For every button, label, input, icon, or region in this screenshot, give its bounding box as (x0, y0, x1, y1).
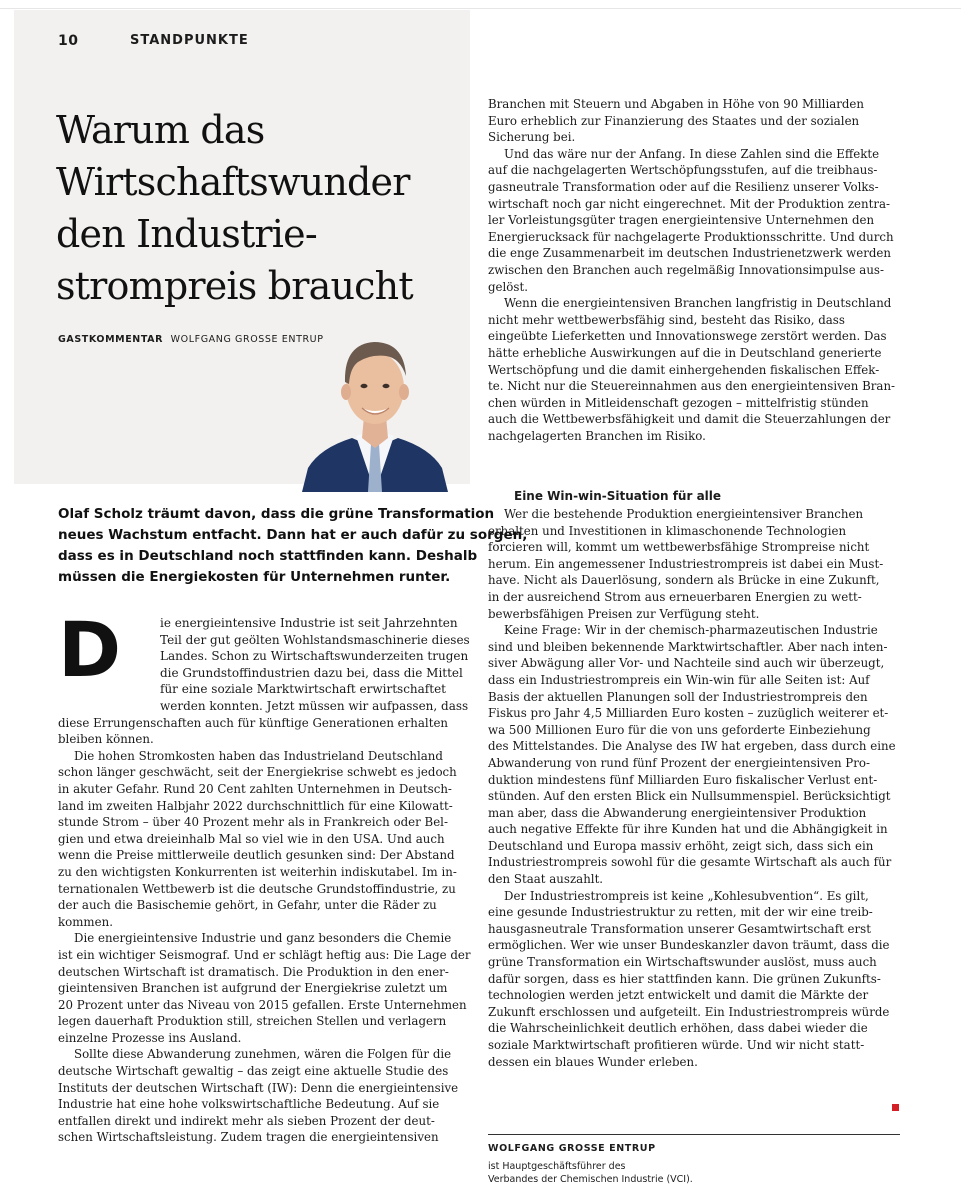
author-portrait-image (300, 320, 450, 492)
body-line: die Grundstoffindustrien dazu bei, dass die Mittel (160, 665, 463, 680)
byline-kicker: GASTKOMMENTAR (58, 334, 164, 345)
body-line: Energierucksack für nachgelagerte Produktionsschritte. Und durch (488, 229, 894, 244)
body-line: die Wahrscheinlichkeit deutlich erhöhen, dass dabei wieder die (488, 1021, 868, 1036)
body-line: wenn die Preise mittlerweile deutlich gesunken sind: Der Abstand (58, 848, 455, 863)
lede (58, 504, 528, 588)
body-line: land im zweiten Halbjahr 2022 durchschnittlich für eine Kilowatt- (58, 798, 453, 813)
body-line: deutschen Wirtschaft ist dramatisch. Die Produktion in den ener- (58, 964, 449, 979)
body-line: chen würden in Mitleidenschaft gezogen – mittelfristig stünden (488, 395, 869, 410)
headline (56, 104, 456, 312)
body-line: herum. Ein angemessener Industriestrompreis ist dabei ein Must- (488, 556, 884, 571)
body-line: einzelne Prozesse ins Ausland. (58, 1030, 242, 1045)
body-line: auch negative Effekte für ihre Kunden hat und die Abhängigkeit in (488, 822, 888, 837)
body-line: entfallen direkt und indirekt mehr als sieben Prozent der deut- (58, 1113, 435, 1128)
right-column-bottom (488, 506, 900, 1070)
body-line: deutsche Wirtschaft gewaltig – das zeigt eine aktuelle Studie des (58, 1064, 449, 1079)
body-line: Branchen mit Steuern und Abgaben in Höhe von 90 Milliarden (488, 97, 865, 111)
body-line: die enge Zusammenarbeit im deutschen Industrienetzwerk werden (488, 246, 891, 261)
body-line: ternationalen Wettbewerb ist die deutsche Grundstoffindustrie, zu (58, 881, 456, 896)
body-line: zu den wichtigsten Konkurrenten ist weiterhin indiskutabel. Im in- (58, 864, 457, 879)
body-line: schen Wirtschaftsleistung. Zudem tragen die energieintensiven (58, 1130, 439, 1145)
body-line: have. Nicht als Dauerlösung, sondern als Brücke in eine Zukunft, (488, 573, 880, 588)
body-line: Keine Frage: Wir in der chemisch-pharmazeutischen Industrie (504, 623, 878, 638)
body-line: gasneutrale Transformation oder auf die Resilienz unserer Volks- (488, 179, 879, 194)
body-line: hausgasneutrale Transformation unserer Gesamtwirtschaft erst (488, 921, 871, 936)
body-line: Landes. Schon zu Wirtschaftswunderzeiten trugen (160, 649, 469, 664)
body-line: dafür sorgen, dass es hier stattfinden kann. Die grünen Zukunfts- (488, 971, 881, 986)
lede-line: dass es in Deutschland noch stattfinden kann. Deshalb (58, 548, 478, 564)
body-line: te. Nicht nur die Steuereinnahmen aus den energieintensiven Bran- (488, 379, 896, 394)
body-line: Zukunft erschlossen und aufgeteilt. Ein Industriestrompreis würde (488, 1004, 890, 1019)
article-end-mark (892, 1104, 899, 1111)
headline-line: den Industrie- (56, 212, 317, 256)
lede-line: Olaf Scholz träumt davon, dass die grüne Transformation (58, 506, 495, 522)
body-line: nicht mehr wettbewerbsfähig sind, besteht das Risiko, dass (488, 312, 845, 327)
body-line: ist ein wichtiger Seismograf. Und er schlägt heftig aus: Die Lage der (58, 947, 471, 962)
body-line: Abwanderung von rund fünf Prozent der energieintensiven Pro- (488, 755, 870, 770)
body-line: in akuter Gefahr. Rund 20 Cent zahlten Unternehmen in Deutsch- (58, 781, 452, 796)
body-line: Euro erheblich zur Finanzierung des Staates und der sozialen (488, 113, 860, 128)
body-line: für eine soziale Marktwirtschaft erwirtschaftet (160, 682, 446, 697)
byline (58, 334, 324, 345)
section-label: STANDPUNKTE (130, 33, 249, 48)
body-line: hätte erhebliche Auswirkungen auf die in Deutschland generierte (488, 345, 882, 360)
body-line: eingeübte Lieferketten und Innovationswege zerstört werden. Das (488, 329, 887, 344)
body-line: forcieren will, kommt um wettbewerbsfähige Strompreise nicht (488, 540, 870, 555)
body-line: Wer die bestehende Produktion energieintensiver Branchen (504, 507, 864, 521)
author-portrait (300, 320, 450, 492)
body-line: Die hohen Stromkosten haben das Industrieland Deutschland (74, 748, 443, 763)
body-line: legen dauerhaft Produktion still, streichen Stellen und verlagern (58, 1014, 447, 1029)
body-line: der auch die Basischemie gehört, in Gefahr, unter die Räder zu (58, 898, 437, 913)
lede-line: müssen die Energiekosten für Unternehmen runter. (58, 569, 451, 585)
body-line: erhalten und Investitionen in klimaschonende Technologien (488, 523, 847, 538)
body-line: wirtschaft noch gar nicht eingerechnet. Mit der Produktion zentra- (488, 196, 891, 211)
body-line: stünden. Auf den ersten Blick ein Nullsummenspiel. Berücksichtigt (488, 789, 891, 804)
byline-author: WOLFGANG GROSSE ENTRUP (170, 334, 324, 345)
body-line: ie energieintensive Industrie ist seit Jahrzehnten (160, 616, 458, 630)
left-column-dropcap-lines (160, 615, 470, 715)
headline-line: Wirtschaftswunder (56, 160, 410, 204)
body-line: den Staat auszahlt. (488, 872, 604, 887)
author-box-name: WOLFGANG GROSSE ENTRUP (488, 1143, 656, 1154)
drop-cap: D (58, 605, 122, 694)
body-line: soziale Marktwirtschaft profitieren würde. Und wir nicht statt- (488, 1038, 865, 1052)
headline-line: Warum das (56, 108, 265, 152)
body-line: siver Abwägung aller Vor- und Nachteile sind auch wir überzeugt, (488, 656, 885, 671)
author-box-bio (488, 1160, 693, 1186)
body-line: Wertschöpfung und die damit einhergehenden fiskalischen Effek- (488, 362, 880, 377)
lede-line: neues Wachstum entfacht. Dann hat er auch dafür zu sorgen, (58, 527, 528, 543)
body-line: duktion mindestens fünf Milliarden Euro fiskalischer Verlust ent- (488, 772, 878, 787)
body-line: Industriestrompreis sowohl für die gesamte Wirtschaft als auch für (488, 855, 892, 870)
body-line: gieintensiven Branchen ist aufgrund der Energiekrise zuletzt um (58, 981, 448, 996)
body-line: dass ein Industriestrompreis ein Win-win für alle Seiten ist: Auf (488, 672, 870, 687)
body-line: grüne Transformation ein Wirtschaftswunder auslöst, muss auch (488, 955, 877, 970)
body-line: Teil der gut geölten Wohlstandsmaschinerie dieses (160, 632, 470, 647)
left-column (58, 715, 470, 1146)
body-line: eine gesunde Industriestruktur zu retten, mit der wir eine treib- (488, 905, 873, 920)
body-line: Deutschland und Europa massiv erhöht, zeigt sich, dass sich ein (488, 838, 874, 853)
body-line: stunde Strom – über 40 Prozent mehr als in Frankreich oder Bel- (58, 815, 448, 830)
body-line: schon länger geschwächt, seit der Energiekrise schwebt es jedoch (58, 765, 457, 780)
body-line: auch die Wettbewerbsfähigkeit und damit die Steuerzahlungen der (488, 412, 891, 427)
body-line: gien und etwa dreieinhalb Mal so viel wie in den USA. Und auch (58, 831, 445, 846)
body-line: Sicherung bei. (488, 130, 576, 145)
body-line: in der ausreichend Strom aus erneuerbaren Energien zu wett- (488, 589, 862, 604)
body-line: bleiben können. (58, 732, 154, 747)
body-line: Wenn die energieintensiven Branchen langfristig in Deutschland (504, 296, 892, 311)
author-bio-line: ist Hauptgeschäftsführer des (488, 1161, 626, 1172)
body-line: kommen. (58, 914, 113, 929)
body-line: wa 500 Millionen Euro für die von uns geforderte Einbeziehung (488, 722, 871, 737)
headline-line: strompreis braucht (56, 264, 413, 308)
body-line: nachgelagerten Branchen im Risiko. (488, 428, 706, 443)
body-line: diese Errungenschaften auch für künftige Generationen erhalten (58, 715, 449, 730)
subheading: Eine Win-win-Situation für alle (514, 489, 722, 503)
body-line: Fiskus pro Jahr 4,5 Milliarden Euro kosten – zuzüglich weiterer et- (488, 706, 889, 721)
body-line: zwischen den Branchen auch regelmäßig Innovationsimpulse aus- (488, 262, 884, 277)
body-line: ermöglichen. Wer wie unser Bundeskanzler davon träumt, dass die (488, 938, 890, 953)
body-line: Die energieintensive Industrie und ganz besonders die Chemie (74, 931, 452, 946)
page-number: 10 (58, 33, 79, 49)
body-line: des Mittelstandes. Die Analyse des IW hat ergeben, dass durch eine (488, 739, 896, 754)
body-line: bewerbsfähigen Preisen zur Verfügung steht. (488, 606, 760, 621)
right-column-top (488, 96, 900, 444)
author-bio-line: Verbandes der Chemischen Industrie (VCI). (488, 1174, 693, 1185)
body-line: dessen ein blaues Wunder erleben. (488, 1054, 698, 1069)
body-line: ler Vorleistungsgüter tragen energieintensive Unternehmen den (488, 213, 875, 228)
page-top-edge (0, 0, 961, 9)
body-line: 20 Prozent unter das Niveau von 2015 gefallen. Erste Unternehmen (58, 997, 467, 1012)
body-line: Sollte diese Abwanderung zunehmen, wären die Folgen für die (74, 1047, 452, 1062)
body-line: Der Industriestrompreis ist keine „Kohlesubvention“. Es gilt, (504, 888, 869, 903)
body-line: Instituts der deutschen Wirtschaft (IW): Denn die energieintensive (58, 1080, 459, 1095)
body-line: technologien werden jetzt entwickelt und damit die Märkte der (488, 988, 869, 1003)
body-line: man aber, dass die Abwanderung energieintensiver Produktion (488, 805, 867, 820)
author-box-rule (488, 1134, 900, 1135)
body-line: auf die nachgelagerten Wertschöpfungsstufen, auf die treibhaus- (488, 163, 878, 178)
body-line: werden konnten. Jetzt müssen wir aufpassen, dass (160, 698, 469, 713)
body-line: gelöst. (488, 279, 528, 294)
body-line: Und das wäre nur der Anfang. In diese Zahlen sind die Effekte (504, 146, 880, 161)
body-line: Basis der aktuellen Planungen soll der Industriestrompreis den (488, 689, 868, 704)
body-line: Industrie hat eine hohe volkswirtschaftliche Bedeutung. Auf sie (58, 1097, 440, 1112)
body-line: sind und bleiben bekennende Marktwirtschaftler. Aber nach inten- (488, 639, 888, 654)
